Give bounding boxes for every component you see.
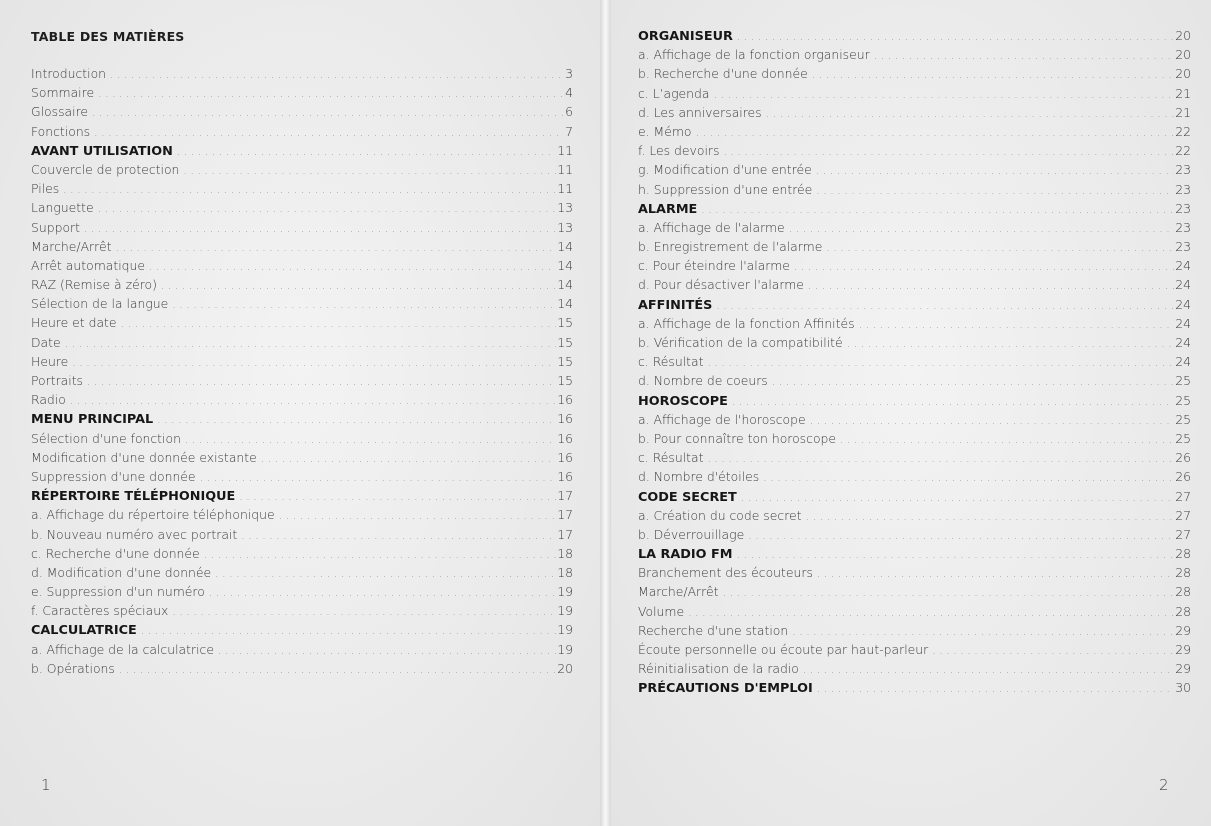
toc-entry-label: Sélection d'une fonction [31,430,181,446]
toc-entry-label: a. Création du code secret [638,507,802,523]
toc-entry-page: 15 [557,334,573,350]
toc-entry [638,373,1191,392]
toc-entry [638,86,1191,105]
toc-entry-label: Volume [638,603,685,619]
toc-entry-page: 23 [1175,200,1191,216]
toc-entry [638,182,1191,201]
dot-leader [172,606,556,617]
toc-entry-label: CALCULATRICE [31,623,137,639]
toc-entry [638,565,1191,584]
toc-entry-page: 15 [557,315,573,331]
toc-entry-page: 23 [1175,239,1191,255]
toc-section-heading [638,28,1191,47]
toc-entry-label: Date [31,334,61,350]
toc-entry-label: HOROSCOPE [638,393,728,409]
dot-leader [110,69,564,80]
toc-entry [31,315,573,334]
toc-entry-label: Glossaire [31,104,89,120]
dot-leader [714,89,1175,100]
toc-entry-label: Marche/Arrêt [638,584,719,600]
toc-entry-label: b. Recherche d'une donnée [638,66,808,82]
toc-entry-label: b. Enregistrement de l'alarme [638,239,823,255]
toc-section-heading [638,680,1191,699]
toc-entry-label: Portraits [31,373,84,388]
toc-entry [638,661,1191,680]
toc-entry [638,220,1191,239]
toc-entry-page: 28 [1175,546,1191,562]
page-title: TABLE DES MATIÈRES [31,29,185,44]
toc-entry-label: Arrêt automatique [31,257,146,273]
toc-entry-page: 25 [1175,411,1191,427]
toc-entry-page: 11 [557,161,573,177]
toc-entry-label: b. Nouveau numéro avec portrait [31,526,238,542]
dot-leader [772,376,1174,387]
toc-entry-page: 14 [557,296,573,312]
page-number-right: 2 [1159,776,1169,794]
toc-entry-label: Recherche d'une station [638,622,789,638]
toc-section-heading [31,411,573,430]
toc-section-heading [31,622,573,641]
toc-entry-page: 19 [557,603,573,619]
toc-entry [31,527,573,546]
dot-leader [688,607,1174,618]
toc-entry-page: 3 [565,66,573,81]
toc-entry-page: 4 [565,85,573,101]
toc-entry-page: 20 [1175,47,1191,63]
toc-entry-page: 30 [1175,680,1191,696]
toc-entry [638,277,1191,296]
toc-entry [638,412,1191,431]
toc-entry-label: CODE SECRET [638,489,737,505]
toc-entry-page: 27 [1175,526,1191,542]
toc-entry-page: 24 [1175,315,1191,331]
page-number-left: 1 [41,776,51,794]
toc-entry-label: a. Affichage du répertoire téléphonique [31,507,275,523]
toc-entry-label: RAZ (Remise à zéro) [31,277,157,293]
dot-leader [701,204,1174,215]
dot-leader [748,530,1174,541]
toc-entry [638,258,1191,277]
toc-entry [638,239,1191,258]
dot-leader [98,88,564,99]
toc-entry-page: 26 [1175,469,1191,485]
toc-section-heading [638,489,1191,508]
toc-entry-page: 20 [1175,66,1191,82]
dot-leader [716,300,1174,311]
toc-entry-page: 25 [1175,392,1191,408]
dot-leader [200,472,557,483]
toc-entry-page: 27 [1175,507,1191,523]
dot-leader [812,69,1175,80]
dot-leader [72,357,556,368]
toc-entry [638,604,1191,623]
toc-entry-label: d. Nombre d'étoiles [638,469,760,485]
toc-entry-label: Marche/Arrêt [31,238,112,254]
toc-entry-page: 11 [557,181,573,197]
dot-leader [803,664,1174,675]
toc-entry-label: MENU PRINCIPAL [31,412,154,428]
dot-leader [817,568,1174,579]
toc-entry-label: Heure et date [31,315,117,331]
toc-entry-label: ORGANISEUR [638,29,733,44]
toc-entry-label: Introduction [31,66,107,81]
dot-leader [161,280,556,291]
toc-entry-label: d. Les anniversaires [638,104,762,120]
toc-entry-label: c. Pour éteindre l'alarme [638,258,790,274]
toc-entry [31,642,573,661]
dot-leader [932,645,1174,656]
toc-entry-label: c. Résultat [638,450,704,466]
toc-entry [638,47,1191,66]
toc-entry-page: 29 [1175,661,1191,677]
dot-leader [847,338,1175,349]
toc-entry [31,565,573,584]
toc-entry-label: c. L’agenda [638,85,710,101]
toc-entry [31,603,573,622]
toc-entry-page: 17 [557,526,573,542]
toc-entry [31,239,573,258]
dot-leader [177,146,556,157]
toc-entry-label: b. Opérations [31,660,115,676]
dot-leader [149,261,556,272]
toc-entry-page: 24 [1175,354,1191,370]
dot-leader [70,395,556,406]
dot-leader [185,434,556,445]
toc-entry-page: 16 [557,430,573,446]
toc-entry-label: Support [31,219,80,235]
toc-entry-page: 7 [565,123,573,139]
dot-leader [732,396,1174,407]
toc-entry-label: Couvercle de protection [31,161,180,177]
toc-entry-page: 24 [1175,296,1191,312]
dot-leader [723,146,1174,157]
right-page [611,0,1211,826]
dot-leader [239,491,556,502]
dot-leader [766,108,1175,119]
toc-entry-page: 6 [565,104,573,120]
toc-entry-page: 24 [1175,258,1191,274]
dot-leader [741,492,1174,503]
toc-entry-label: Heure [31,353,69,369]
toc-entry [31,220,573,239]
dot-leader [115,242,556,253]
toc-entry-label: g. Modification d'une entrée [638,162,812,178]
dot-leader [141,625,556,636]
toc-entry-page: 11 [557,142,573,158]
toc-entry-label: AFFINITÉS [638,297,713,313]
dot-leader [94,127,564,138]
toc-entry-label: a. Affichage de la calculatrice [31,641,214,657]
dot-leader [806,511,1175,522]
toc-section-heading [31,488,573,507]
toc-entry [31,584,573,603]
toc-entry-label: Suppression d'une donnée [31,468,196,484]
toc-entry [31,546,573,565]
toc-entry [31,507,573,526]
toc-entry-label: h. Suppression d'une entrée [638,181,813,197]
toc-entry [31,450,573,469]
toc-entry-page: 25 [1175,430,1191,446]
toc-entry-label: Modification d'une donnée existante [31,449,257,465]
toc-entry [31,392,573,411]
dot-leader [794,261,1174,272]
dot-leader [840,434,1174,445]
dot-leader [172,299,556,310]
book-gutter [600,0,611,826]
dot-leader [826,242,1174,253]
toc-entry-page: 16 [557,449,573,465]
toc-entry-page: 28 [1175,603,1191,619]
toc-entry [638,162,1191,181]
toc-entry-page: 22 [1175,123,1191,139]
left-page [0,0,600,826]
toc-entry-label: f. Les devoirs [638,143,720,159]
dot-leader [707,453,1174,464]
dot-leader [816,165,1175,176]
dot-leader [87,376,556,387]
toc-entry-label: a. Affichage de la fonction organiseur [638,47,870,63]
toc-entry-label: b. Pour connaître ton horoscope [638,430,837,446]
toc-entry [638,623,1191,642]
toc-entry [638,335,1191,354]
toc-entry-label: PRÉCAUTIONS D'EMPLOI [638,681,813,697]
dot-leader [737,31,1174,42]
toc-entry-page: 23 [1175,162,1191,178]
toc-list-right [638,28,1191,700]
toc-entry-label: c. Résultat [638,354,704,370]
toc-entry [31,66,573,85]
toc-entry [638,527,1191,546]
dot-leader [707,357,1174,368]
dot-leader [789,223,1175,234]
toc-entry-page: 18 [557,564,573,580]
dot-leader [241,530,556,541]
toc-section-heading [638,546,1191,565]
toc-entry-label: a. Affichage de l'alarme [638,219,785,235]
toc-entry-label: c. Recherche d'une donnée [31,545,200,561]
toc-entry-label: d. Modification d'une donnée [31,564,212,580]
toc-entry-page: 17 [557,488,573,504]
toc-entry [31,469,573,488]
toc-entry-label: d. Pour désactiver l'alarme [638,277,804,293]
toc-entry [31,354,573,373]
dot-leader [279,510,557,521]
toc-entry [31,431,573,450]
toc-entry-label: b. Vérification de la compatibilité [638,335,843,350]
toc-entry-page: 21 [1175,85,1191,101]
toc-entry-label: e. Suppression d'un numéro [31,584,205,600]
toc-entry-page: 20 [1175,28,1191,43]
dot-leader [209,587,556,598]
toc-entry [638,124,1191,143]
dot-leader [119,664,556,675]
toc-entry-page: 16 [557,392,573,408]
dot-leader [204,549,557,560]
toc-entry [638,469,1191,488]
toc-entry [31,124,573,143]
toc-entry [638,431,1191,450]
dot-leader [736,549,1174,560]
toc-entry-label: LA RADIO FM [638,547,733,563]
toc-entry [31,200,573,219]
toc-entry-page: 24 [1175,277,1191,293]
toc-entry [31,296,573,315]
toc-section-heading [638,297,1191,316]
toc-entry-page: 21 [1175,104,1191,120]
toc-entry [31,661,573,680]
toc-entry-page: 28 [1175,584,1191,600]
dot-leader [763,472,1174,483]
toc-section-heading [31,143,573,162]
toc-entry-page: 15 [557,353,573,369]
toc-entry [638,316,1191,335]
toc-entry [31,277,573,296]
toc-entry [638,508,1191,527]
dot-leader [92,107,564,118]
dot-leader [695,127,1174,138]
toc-entry-page: 16 [557,411,573,427]
toc-entry-page: 26 [1175,450,1191,466]
toc-entry-page: 20 [557,660,573,676]
toc-entry-label: ALARME [638,201,698,217]
toc-entry-page: 23 [1175,219,1191,235]
toc-entry-label: d. Nombre de coeurs [638,373,768,389]
toc-entry-label: Écoute personnelle ou écoute par haut-parleur [638,642,929,657]
toc-entry [638,105,1191,124]
toc-entry-label: Branchement des écouteurs [638,565,813,581]
toc-entry-label: Sélection de la langue [31,296,169,312]
dot-leader [792,626,1174,637]
toc-entry [31,181,573,200]
toc-entry-label: e. Mémo [638,123,692,139]
toc-entry-label: Piles [31,181,60,197]
toc-entry [638,584,1191,603]
dot-leader [215,568,556,579]
dot-leader [816,185,1174,196]
toc-entry [31,162,573,181]
dot-leader [808,280,1174,291]
toc-entry-page: 28 [1175,565,1191,581]
toc-entry [638,450,1191,469]
dot-leader [183,165,556,176]
toc-entry-page: 19 [557,584,573,600]
toc-entry [31,335,573,354]
toc-entry-label: Languette [31,200,94,216]
toc-entry-label: AVANT UTILISATION [31,143,173,159]
toc-entry [638,143,1191,162]
toc-entry [31,258,573,277]
toc-entry-page: 27 [1175,488,1191,504]
toc-entry-label: RÉPERTOIRE TÉLÉPHONIQUE [31,489,236,505]
toc-section-heading [638,393,1191,412]
toc-entry-page: 14 [557,277,573,293]
toc-entry-label: f. Caractères spéciaux [31,603,169,619]
toc-entry-page: 16 [557,468,573,484]
dot-leader [84,223,556,234]
toc-entry-page: 29 [1175,642,1191,657]
toc-entry-label: b. Déverrouillage [638,526,745,542]
dot-leader [261,453,556,464]
dot-leader [63,184,556,195]
toc-entry [31,373,573,392]
dot-leader [817,683,1174,694]
toc-entry-page: 17 [557,507,573,523]
dot-leader [722,587,1174,598]
toc-entry-page: 13 [557,200,573,216]
dot-leader [874,50,1175,61]
toc-entry-page: 29 [1175,622,1191,638]
toc-entry [31,85,573,104]
toc-entry-page: 18 [557,545,573,561]
toc-entry [638,642,1191,661]
toc-entry-page: 23 [1175,181,1191,197]
toc-entry [31,104,573,123]
toc-entry-label: Radio [31,392,66,408]
toc-entry [638,354,1191,373]
dot-leader [859,319,1175,330]
toc-entry-page: 19 [557,641,573,657]
dot-leader [65,338,557,349]
toc-entry [638,66,1191,85]
toc-entry-label: Fonctions [31,123,91,139]
toc-entry-page: 13 [557,219,573,235]
dot-leader [121,318,557,329]
dot-leader [157,414,556,425]
toc-entry-label: a. Affichage de la fonction Affinités [638,315,855,331]
dot-leader [218,645,556,656]
dot-leader [810,415,1175,426]
toc-section-heading [638,201,1191,220]
toc-entry-page: 24 [1175,335,1191,350]
toc-entry-page: 15 [557,373,573,388]
toc-entry-label: Réinitialisation de la radio [638,661,799,677]
toc-entry-page: 14 [557,238,573,254]
toc-entry-page: 25 [1175,373,1191,389]
toc-entry-page: 19 [557,622,573,638]
toc-entry-label: Sommaire [31,85,95,101]
toc-entry-label: a. Affichage de l'horoscope [638,411,806,427]
dot-leader [98,203,557,214]
toc-entry-page: 22 [1175,143,1191,159]
toc-entry-page: 14 [557,257,573,273]
toc-list-left [31,66,573,680]
